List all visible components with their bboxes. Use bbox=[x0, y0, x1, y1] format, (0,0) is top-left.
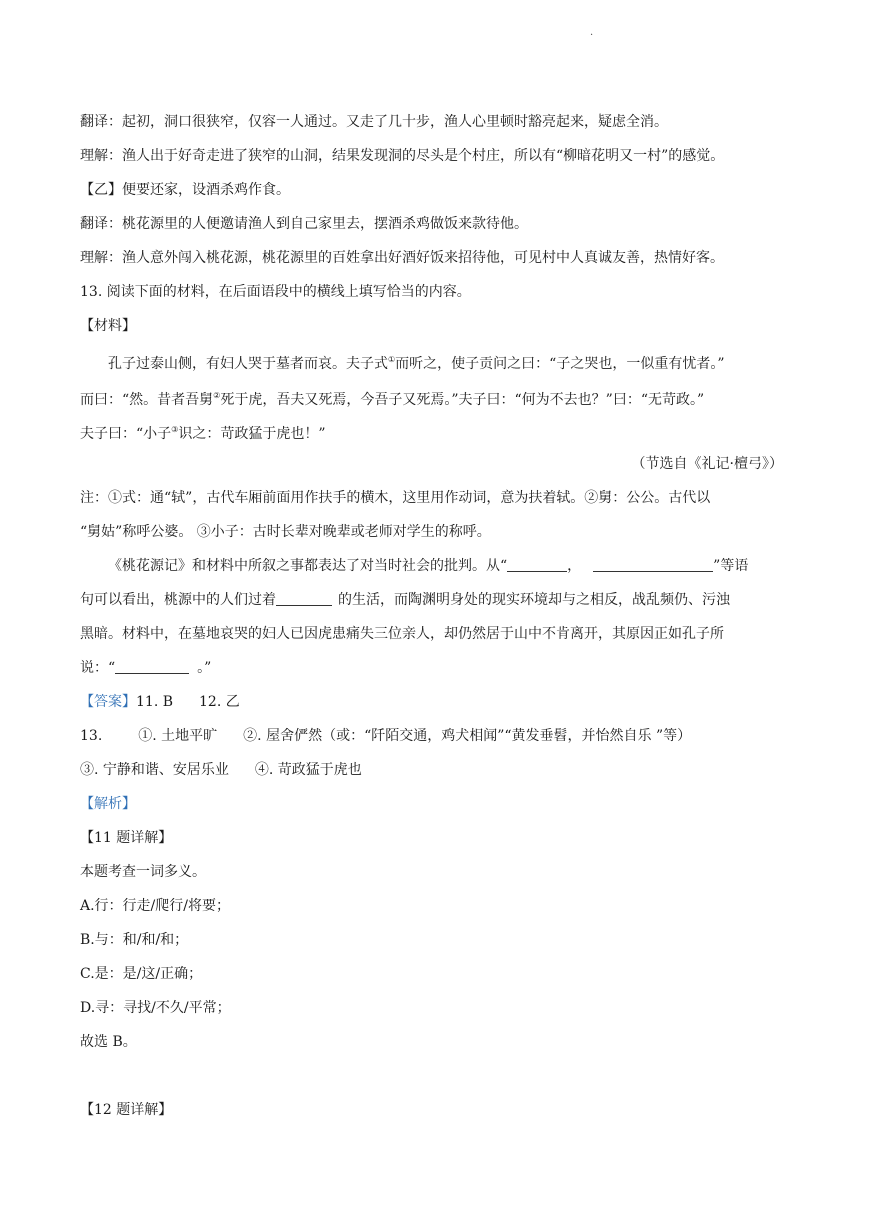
paragraph-text: ”等语 bbox=[713, 558, 749, 574]
paragraph-text: 说：“ bbox=[80, 660, 116, 676]
material-text: 夫子曰：“小子 bbox=[80, 426, 172, 442]
answer-13-item-4: ④. 苛政猛于虎也 bbox=[254, 762, 362, 778]
yi-sentence: 【乙】便要还家，设酒杀鸡作食。 bbox=[80, 182, 290, 198]
answer-13-line-2 bbox=[80, 760, 362, 780]
paragraph-text: ， bbox=[567, 558, 582, 574]
paragraph-line-1 bbox=[108, 556, 748, 576]
material-text: 死于虎，吾夫又死焉，今吾子又死焉。”夫子曰：“何为不去也？”曰：“无苛政。” bbox=[220, 392, 705, 408]
answer-label: 【答案】 bbox=[80, 694, 136, 710]
answer-line bbox=[80, 692, 240, 712]
answer-13-item-3: ③. 宁静和谐、安居乐业 bbox=[80, 762, 229, 778]
material-line-3 bbox=[80, 420, 326, 444]
option-d: D.寻：寻找/不久/平常； bbox=[80, 1000, 231, 1016]
answer-13-number: 13. bbox=[80, 728, 103, 744]
material-line-1 bbox=[108, 350, 725, 374]
answer-choice: 故选 B。 bbox=[80, 1034, 137, 1050]
fill-blank-4 bbox=[115, 659, 189, 674]
header-mark: · bbox=[590, 30, 594, 41]
answer-13-line-1 bbox=[80, 726, 691, 746]
paragraph-text: 。” bbox=[197, 660, 212, 676]
material-heading: 【材料】 bbox=[80, 318, 136, 334]
answer-12: 12. 乙 bbox=[199, 694, 240, 710]
option-a: A.行：行走/爬行/将要； bbox=[80, 898, 230, 914]
understanding-line-2: 理解：渔人意外闯入桃花源，桃花源里的百姓拿出好酒好饭来招待他，可见村中人真诚友善，热情好客。 bbox=[80, 250, 724, 266]
fill-blank-1 bbox=[507, 557, 567, 572]
translation-line-2: 翻译：桃花源里的人便邀请渔人到自己家里去，摆酒杀鸡做饭来款待他。 bbox=[80, 216, 528, 232]
question-13: 13. 阅读下面的材料，在后面语段中的横线上填写恰当的内容。 bbox=[80, 284, 471, 300]
fill-blank-3 bbox=[276, 591, 332, 606]
q11-intro: 本题考查一词多义。 bbox=[80, 864, 206, 880]
paragraph-line-2 bbox=[80, 590, 730, 610]
material-text: 而听之，使子贡问之曰：“子之哭也，一似重有忧者。” bbox=[395, 356, 725, 372]
paragraph-text: 的生活，而陶渊明身处的现实环境却与之相反，战乱频仍、污浊 bbox=[338, 592, 730, 608]
fill-blank-2 bbox=[593, 557, 713, 572]
footnote-marker: ① bbox=[388, 355, 396, 364]
answer-11: 11. B bbox=[136, 694, 174, 710]
answer-13-item-1: ①. 土地平旷 bbox=[138, 728, 218, 744]
q11-heading: 【11 题详解】 bbox=[80, 830, 173, 846]
q12-heading: 【12 题详解】 bbox=[80, 1102, 173, 1118]
option-b: B.与：和/和/和； bbox=[80, 932, 189, 948]
note-line-1: 注：①式：通“轼”，古代车厢前面用作扶手的横木，这里用作动词，意为扶着轼。②舅：公公。古代以 bbox=[80, 490, 711, 506]
material-text: 识之：苛政猛于虎也！” bbox=[178, 426, 326, 442]
material-text: 孔子过泰山侧，有妇人哭于墓者而哀。夫子式 bbox=[108, 356, 388, 372]
footnote-marker: ③ bbox=[171, 425, 179, 434]
paragraph-line-3: 黑暗。材料中，在墓地哀哭的妇人已因虎患痛失三位亲人，却仍然居于山中不肯离开，其原因正如孔子所 bbox=[80, 626, 724, 642]
paragraph-line-4 bbox=[80, 658, 211, 678]
source-citation: （节选自《礼记·檀弓》） bbox=[631, 456, 783, 472]
paragraph-text: 句可以看出，桃源中的人们过着 bbox=[80, 592, 276, 608]
translation-line: 翻译：起初，洞口很狭窄，仅容一人通过。又走了几十步，渔人心里顿时豁亮起来，疑虑全消。 bbox=[80, 114, 668, 130]
understanding-line: 理解：渔人出于好奇走进了狭窄的山洞，结果发现洞的尽头是个村庄，所以有“柳暗花明又一村”的感觉。 bbox=[80, 148, 725, 164]
paragraph-text: 《桃花源记》和材料中所叙之事都表达了对当时社会的批判。从“ bbox=[108, 558, 508, 574]
answer-13-item-2: ②. 屋舍俨然（或：“阡陌交通，鸡犬相闻”“黄发垂髫，并怡然自乐 ”等） bbox=[243, 728, 692, 744]
option-c: C.是：是/这/正确； bbox=[80, 966, 203, 982]
material-text: 而曰：“然。昔者吾舅 bbox=[80, 392, 214, 408]
note-line-2: “舅姑”称呼公婆。 ③小子：古时长辈对晚辈或老师对学生的称呼。 bbox=[80, 524, 491, 540]
material-line-2 bbox=[80, 386, 704, 410]
footnote-marker: ② bbox=[213, 391, 221, 400]
analysis-label: 【解析】 bbox=[80, 796, 136, 812]
